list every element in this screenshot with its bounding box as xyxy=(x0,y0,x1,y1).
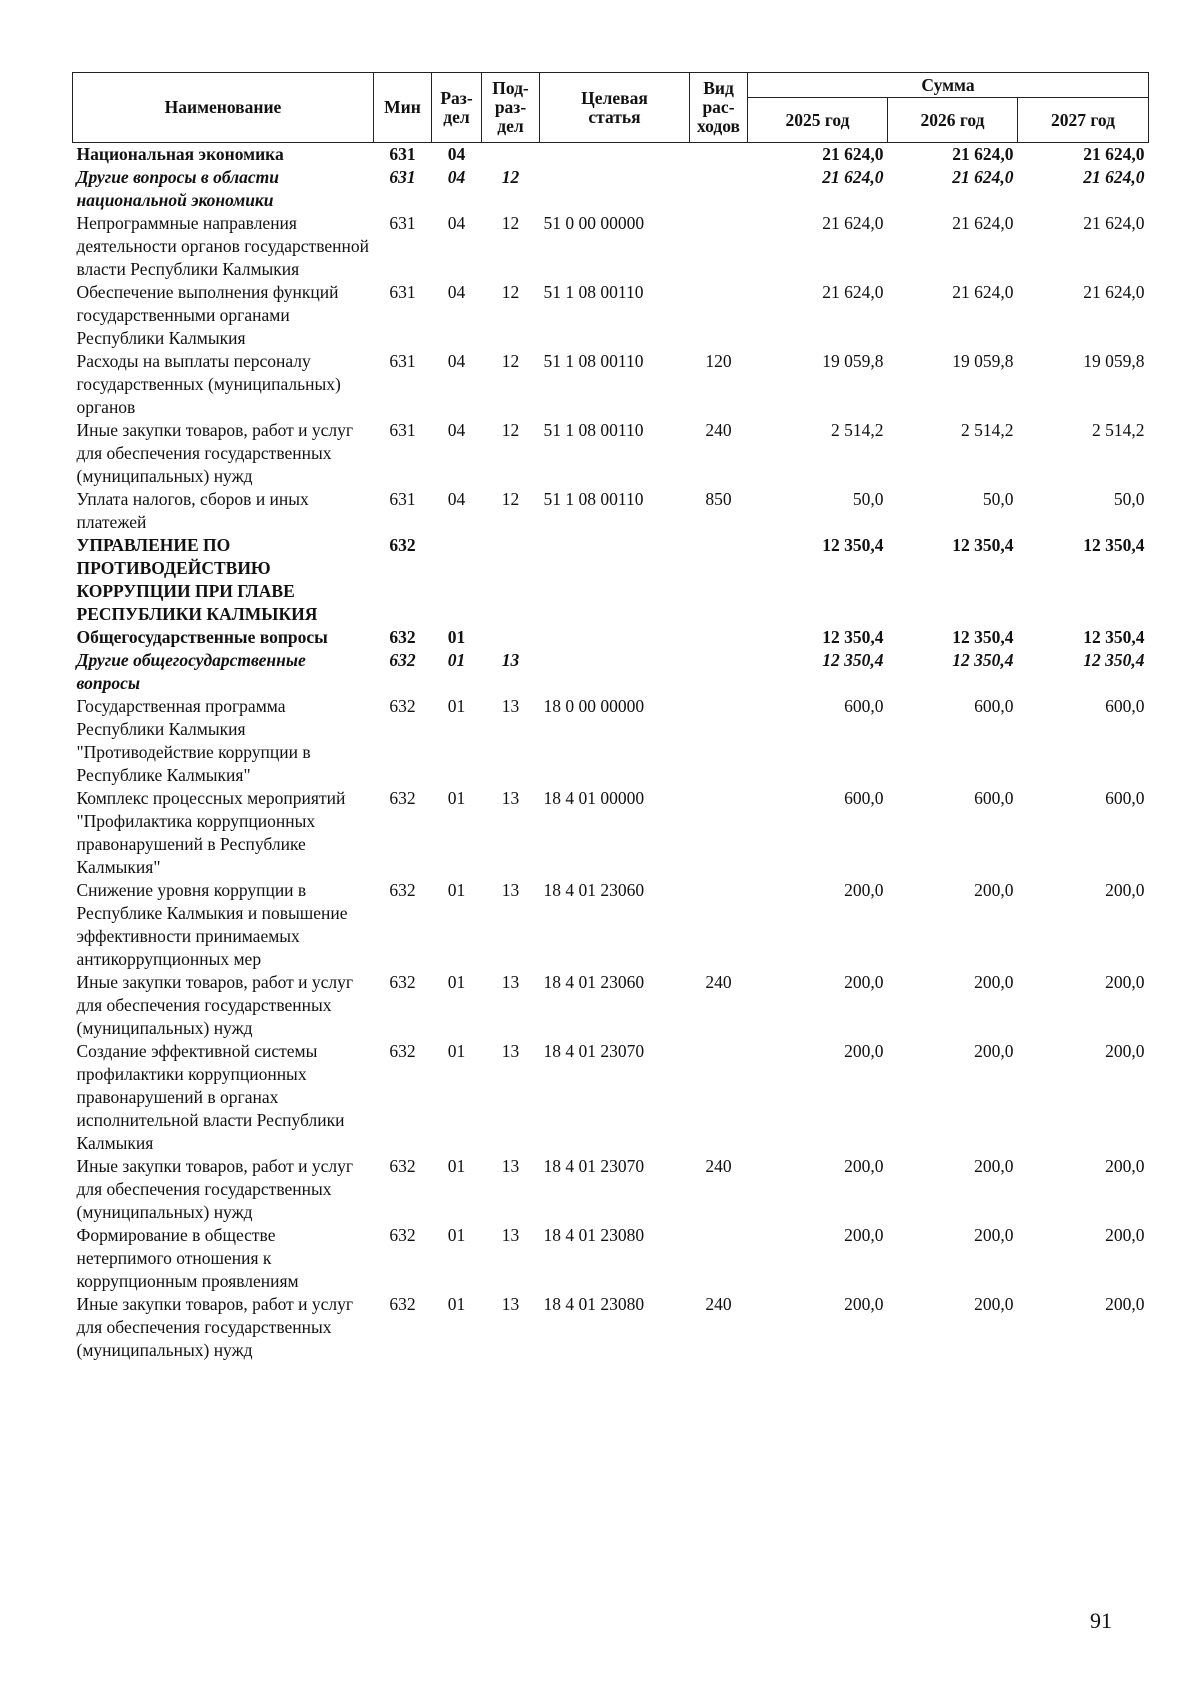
cell-min: 631 xyxy=(389,489,416,509)
cell-2025: 12 350,4 xyxy=(822,535,884,555)
cell-vid xyxy=(690,1224,748,1293)
cell-2025: 21 624,0 xyxy=(822,144,884,164)
cell-2027: 2 514,2 xyxy=(1092,420,1145,440)
cell-target: 51 1 08 00110 xyxy=(543,351,644,371)
header-sum: Сумма xyxy=(748,73,1149,98)
cell-target: 18 4 01 23070 xyxy=(543,1156,645,1176)
table-row xyxy=(73,212,1149,281)
cell-2027: 200,0 xyxy=(1105,1294,1145,1314)
cell-target: 18 4 01 23080 xyxy=(543,1294,645,1314)
cell-target xyxy=(540,143,690,167)
table-row xyxy=(73,419,1149,488)
table-row xyxy=(73,166,1149,212)
cell-2026: 200,0 xyxy=(974,1294,1014,1314)
cell-name: УПРАВЛЕНИЕ ПО ПРОТИВОДЕЙСТВИЮ КОРРУПЦИИ ПРИ ГЛАВЕ РЕСПУБЛИКИ КАЛМЫКИЯ xyxy=(76,535,318,624)
cell-name: Непрограммные направления деятельности органов государственной власти Республики Калмыкия xyxy=(76,213,369,279)
cell-target: 51 1 08 00110 xyxy=(543,282,644,302)
cell-podrazdel: 12 xyxy=(501,489,520,509)
cell-name: Снижение уровня коррупции в Республике Калмыкия и повышение эффективности принимаемых антикоррупционных мер xyxy=(76,880,348,969)
cell-2025: 200,0 xyxy=(844,972,884,992)
cell-target: 18 4 01 23080 xyxy=(543,1225,645,1245)
cell-podrazdel: 13 xyxy=(501,650,520,670)
cell-2026: 50,0 xyxy=(982,489,1014,509)
cell-2026: 21 624,0 xyxy=(952,282,1014,302)
cell-target xyxy=(540,534,690,626)
table-row xyxy=(73,350,1149,419)
cell-target xyxy=(540,649,690,695)
header-min: Мин xyxy=(374,73,432,143)
cell-min: 632 xyxy=(389,627,416,647)
table-body xyxy=(73,143,1149,1363)
cell-vid xyxy=(690,649,748,695)
cell-2025: 200,0 xyxy=(844,1294,884,1314)
cell-2025: 50,0 xyxy=(852,489,884,509)
cell-podrazdel: 13 xyxy=(501,972,520,992)
cell-razdel: 01 xyxy=(447,972,466,992)
header-year-2026: 2026 год xyxy=(888,98,1018,143)
cell-razdel: 04 xyxy=(447,144,466,164)
cell-razdel: 01 xyxy=(447,1156,466,1176)
cell-target: 51 1 08 00110 xyxy=(543,420,644,440)
cell-name: Иные закупки товаров, работ и услуг для обеспечения государственных (муниципальных) нужд xyxy=(76,972,354,1038)
cell-min: 632 xyxy=(389,880,416,900)
header-vid: Вид рас- ходов xyxy=(690,73,748,143)
table-row xyxy=(73,787,1149,879)
cell-vid xyxy=(690,626,748,649)
cell-target: 18 4 01 23070 xyxy=(543,1041,645,1061)
cell-vid: 240 xyxy=(705,1294,732,1314)
cell-2026: 21 624,0 xyxy=(952,167,1014,187)
table-row xyxy=(73,879,1149,971)
cell-name: Национальная экономика xyxy=(76,144,284,164)
cell-2025: 600,0 xyxy=(844,788,884,808)
cell-vid xyxy=(690,281,748,350)
table-row xyxy=(73,534,1149,626)
cell-min: 631 xyxy=(389,167,416,187)
cell-2026: 2 514,2 xyxy=(961,420,1014,440)
cell-2027: 600,0 xyxy=(1105,696,1145,716)
cell-min: 631 xyxy=(389,213,416,233)
cell-podrazdel: 13 xyxy=(501,696,520,716)
budget-page xyxy=(72,72,1148,1362)
cell-name: Расходы на выплаты персоналу государственных (муниципальных) органов xyxy=(76,351,341,417)
cell-podrazdel: 12 xyxy=(501,282,520,302)
cell-2025: 200,0 xyxy=(844,1225,884,1245)
cell-vid: 850 xyxy=(705,489,732,509)
cell-name: Уплата налогов, сборов и иных платежей xyxy=(76,489,309,532)
table-row xyxy=(73,1224,1149,1293)
header-year-2027: 2027 год xyxy=(1018,98,1149,143)
cell-min: 632 xyxy=(389,1041,416,1061)
cell-min: 632 xyxy=(389,535,416,555)
cell-podrazdel: 13 xyxy=(501,1041,520,1061)
cell-podrazdel: 12 xyxy=(501,420,520,440)
table-row xyxy=(73,695,1149,787)
cell-2026: 12 350,4 xyxy=(952,650,1014,670)
cell-podrazdel xyxy=(482,534,540,626)
cell-target: 18 0 00 00000 xyxy=(543,696,645,716)
cell-2026: 19 059,8 xyxy=(952,351,1014,371)
cell-2026: 12 350,4 xyxy=(952,535,1014,555)
cell-min: 632 xyxy=(389,696,416,716)
table-row xyxy=(73,1155,1149,1224)
cell-name: Общегосударственные вопросы xyxy=(76,627,328,647)
cell-razdel: 01 xyxy=(447,696,466,716)
cell-podrazdel xyxy=(482,626,540,649)
header-year-2025: 2025 год xyxy=(748,98,888,143)
cell-2027: 21 624,0 xyxy=(1083,144,1145,164)
cell-2026: 21 624,0 xyxy=(952,213,1014,233)
table-row xyxy=(73,488,1149,534)
cell-target xyxy=(540,166,690,212)
cell-2025: 600,0 xyxy=(844,696,884,716)
cell-2026: 200,0 xyxy=(974,1041,1014,1061)
cell-min: 632 xyxy=(389,1225,416,1245)
cell-2027: 19 059,8 xyxy=(1083,351,1145,371)
cell-vid xyxy=(690,695,748,787)
cell-vid xyxy=(690,212,748,281)
cell-vid: 240 xyxy=(705,1156,732,1176)
cell-razdel: 04 xyxy=(447,213,466,233)
table-row xyxy=(73,143,1149,167)
cell-razdel: 01 xyxy=(447,627,466,647)
cell-2026: 12 350,4 xyxy=(952,627,1014,647)
cell-min: 632 xyxy=(389,1294,416,1314)
cell-2026: 200,0 xyxy=(974,972,1014,992)
header-podrazdel: Под- раз- дел xyxy=(482,73,540,143)
cell-vid xyxy=(690,166,748,212)
cell-2027: 200,0 xyxy=(1105,1225,1145,1245)
cell-razdel: 04 xyxy=(447,420,466,440)
table-header xyxy=(73,73,1149,143)
cell-target: 51 0 00 00000 xyxy=(543,213,645,233)
cell-podrazdel: 12 xyxy=(501,213,520,233)
cell-podrazdel: 13 xyxy=(501,1294,520,1314)
cell-target: 18 4 01 00000 xyxy=(543,788,645,808)
table-row xyxy=(73,1040,1149,1155)
cell-podrazdel: 12 xyxy=(501,167,520,187)
cell-razdel: 04 xyxy=(447,282,466,302)
cell-2026: 600,0 xyxy=(974,696,1014,716)
cell-2026: 200,0 xyxy=(974,880,1014,900)
cell-2027: 200,0 xyxy=(1105,1041,1145,1061)
cell-2027: 12 350,4 xyxy=(1083,627,1145,647)
cell-min: 631 xyxy=(389,420,416,440)
cell-2027: 12 350,4 xyxy=(1083,535,1145,555)
cell-vid xyxy=(690,787,748,879)
cell-name: Иные закупки товаров, работ и услуг для обеспечения государственных (муниципальных) нужд xyxy=(76,1294,354,1360)
cell-target: 18 4 01 23060 xyxy=(543,972,645,992)
table-row xyxy=(73,1293,1149,1362)
cell-2027: 200,0 xyxy=(1105,1156,1145,1176)
cell-name: Другие общегосударственные вопросы xyxy=(76,650,306,693)
table-row xyxy=(73,281,1149,350)
cell-razdel: 01 xyxy=(447,1225,466,1245)
cell-razdel: 04 xyxy=(447,351,466,371)
cell-2027: 21 624,0 xyxy=(1083,282,1145,302)
cell-name: Обеспечение выполнения функций государственными органами Республики Калмыкия xyxy=(76,282,339,348)
cell-min: 631 xyxy=(389,144,416,164)
cell-2027: 50,0 xyxy=(1113,489,1145,509)
cell-2027: 21 624,0 xyxy=(1083,167,1145,187)
table-row xyxy=(73,971,1149,1040)
cell-2026: 21 624,0 xyxy=(952,144,1014,164)
cell-2025: 200,0 xyxy=(844,1156,884,1176)
cell-name: Государственная программа Республики Калмыкия "Противодействие коррупции в Республике Калмыкия" xyxy=(76,696,311,785)
cell-name: Создание эффективной системы профилактики коррупционных правонарушений в органах исполнительной власти Республики Калмыкия xyxy=(76,1041,345,1153)
cell-target: 51 1 08 00110 xyxy=(543,489,644,509)
cell-razdel: 04 xyxy=(447,167,466,187)
cell-name: Иные закупки товаров, работ и услуг для обеспечения государственных (муниципальных) нужд xyxy=(76,420,354,486)
cell-razdel: 01 xyxy=(447,1041,466,1061)
cell-2025: 19 059,8 xyxy=(822,351,884,371)
cell-vid: 240 xyxy=(705,972,732,992)
cell-name: Комплекс процессных мероприятий "Профилактика коррупционных правонарушений в Республике Калмыкия" xyxy=(76,788,346,877)
cell-2025: 21 624,0 xyxy=(822,282,884,302)
cell-2025: 200,0 xyxy=(844,880,884,900)
cell-name: Другие вопросы в области национальной экономики xyxy=(76,167,280,210)
header-target: Целевая статья xyxy=(540,73,690,143)
cell-razdel: 01 xyxy=(447,788,466,808)
cell-2027: 200,0 xyxy=(1105,880,1145,900)
cell-2025: 2 514,2 xyxy=(831,420,884,440)
cell-2026: 600,0 xyxy=(974,788,1014,808)
cell-podrazdel: 12 xyxy=(501,351,520,371)
cell-razdel xyxy=(432,534,482,626)
cell-podrazdel: 13 xyxy=(501,788,520,808)
cell-2025: 21 624,0 xyxy=(822,213,884,233)
cell-min: 632 xyxy=(389,972,416,992)
cell-name: Иные закупки товаров, работ и услуг для обеспечения государственных (муниципальных) нужд xyxy=(76,1156,354,1222)
cell-2026: 200,0 xyxy=(974,1225,1014,1245)
cell-2025: 200,0 xyxy=(844,1041,884,1061)
cell-podrazdel: 13 xyxy=(501,880,520,900)
cell-min: 632 xyxy=(389,1156,416,1176)
header-name: Наименование xyxy=(73,73,374,143)
cell-vid xyxy=(690,143,748,167)
cell-vid xyxy=(690,1040,748,1155)
cell-vid xyxy=(690,879,748,971)
cell-vid: 240 xyxy=(705,420,732,440)
cell-target xyxy=(540,626,690,649)
cell-razdel: 01 xyxy=(447,880,466,900)
cell-min: 631 xyxy=(389,282,416,302)
cell-2026: 200,0 xyxy=(974,1156,1014,1176)
cell-2027: 21 624,0 xyxy=(1083,213,1145,233)
cell-min: 632 xyxy=(389,650,416,670)
table-row xyxy=(73,626,1149,649)
cell-2025: 12 350,4 xyxy=(822,650,884,670)
cell-razdel: 01 xyxy=(447,650,466,670)
cell-2025: 12 350,4 xyxy=(822,627,884,647)
table-row xyxy=(73,649,1149,695)
cell-vid: 120 xyxy=(705,351,732,371)
cell-2027: 12 350,4 xyxy=(1083,650,1145,670)
cell-podrazdel xyxy=(482,143,540,167)
cell-vid xyxy=(690,534,748,626)
cell-target: 18 4 01 23060 xyxy=(543,880,645,900)
cell-min: 632 xyxy=(389,788,416,808)
cell-podrazdel: 13 xyxy=(501,1156,520,1176)
cell-razdel: 04 xyxy=(447,489,466,509)
cell-name: Формирование в обществе нетерпимого отношения к коррупционным проявлениям xyxy=(76,1225,299,1291)
cell-podrazdel: 13 xyxy=(501,1225,520,1245)
cell-2025: 21 624,0 xyxy=(822,167,884,187)
cell-2027: 200,0 xyxy=(1105,972,1145,992)
cell-2027: 600,0 xyxy=(1105,788,1145,808)
header-razdel: Раз- дел xyxy=(432,73,482,143)
cell-razdel: 01 xyxy=(447,1294,466,1314)
budget-table xyxy=(72,72,1149,1362)
page-number: 91 xyxy=(1090,1608,1112,1633)
cell-min: 631 xyxy=(389,351,416,371)
